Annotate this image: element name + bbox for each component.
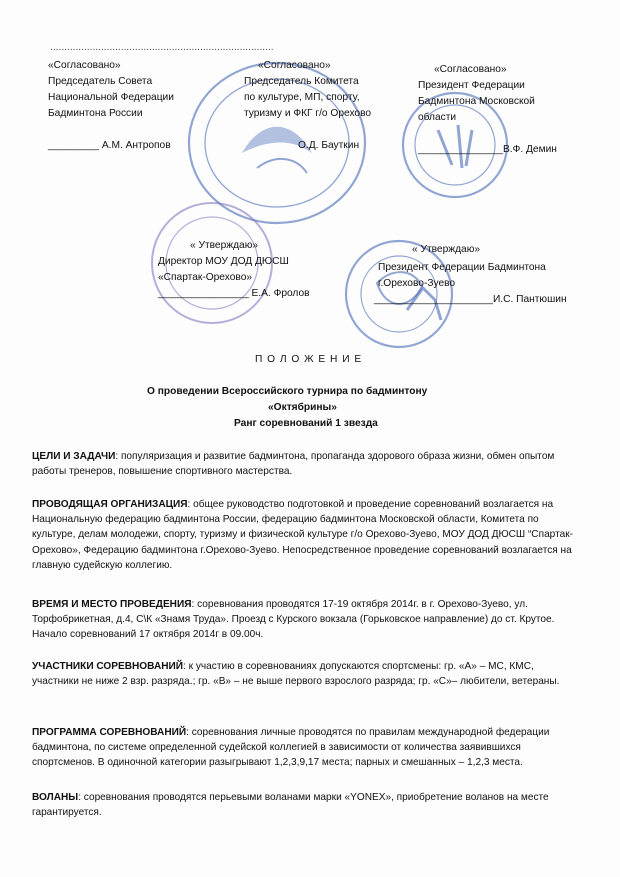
approval-middle-name: О.Д. Бауткин — [298, 140, 360, 151]
section-organizer-text: : общее руководство подготовкой и проведение соревнований возлагается на Национальную федерацию бадминтона России, федерацию бадминтона Московской области, Комитета по культуре, делам молодежи, спорту, туризму и физической культуре г/о Орехово-Зуево, МОУ ДОД ДЮСШ “Спартак-Орехово», Федерацию бадминтона г.Орехово-Зуево. Непосредственное проведение соревнований возлагается на главную судейскую коллегию. — [32, 499, 573, 571]
section-shuttlecocks-text: : соревнования проводятся перьевыми воланами марки «YONEX», приобретение воланов на месте гарантируется. — [32, 792, 549, 819]
approval-left-line-3: Бадминтона России — [48, 108, 143, 119]
approval-left-header: «Согласовано» — [48, 60, 121, 71]
section-organizer-heading: ПРОВОДЯЩАЯ ОРГАНИЗАЦИЯ — [32, 499, 188, 510]
section-time-place — [32, 597, 580, 643]
approval-right-name: В.Ф. Демин — [503, 144, 557, 155]
endorse-right-name: И.С. Пантюшин — [492, 294, 567, 305]
section-shuttlecocks — [32, 790, 580, 820]
endorse-left-line-2: «Спартак-Орехово» — [158, 272, 253, 283]
section-shuttlecocks-heading: ВОЛАНЫ — [32, 792, 79, 803]
endorse-right-header: « Утверждаю» — [412, 244, 480, 255]
approval-middle-header: «Согласовано» — [258, 60, 331, 71]
section-program-text: : соревнования личные проводятся по правилам международной федерации бадминтона, по системе определенной судейской коллегией в зависимости от количества заявившихся спортсменов. В одиночной категории разыгрывают 1,2,3,9,17 места; парных и смешанных – 1,2,3 места. — [32, 727, 550, 769]
endorse-left-sign-line: ________________ — [158, 288, 249, 299]
section-goals — [32, 449, 580, 479]
approval-left-sign-line: _________ — [48, 140, 99, 151]
section-time-place-heading: ВРЕМЯ И МЕСТО ПРОВЕДЕНИЯ — [32, 599, 192, 610]
approval-middle-line-1: Председатель Комитета — [244, 76, 359, 87]
section-program — [32, 725, 580, 771]
endorse-right-signature — [374, 292, 567, 307]
endorse-left-signature — [158, 286, 310, 301]
endorse-left-header: « Утверждаю» — [190, 240, 258, 251]
document-subtitle-1: О проведении Всероссийского турнира по бадминтону — [147, 386, 428, 397]
endorse-right-sign-line: _____________________ — [374, 294, 493, 305]
document-subtitle-3: Ранг соревнований 1 звезда — [234, 418, 378, 429]
approval-right-line-3: области — [418, 112, 457, 123]
endorse-left-line-1: Директор МОУ ДОД ДЮСШ — [158, 256, 289, 267]
top-dotted-line: ............................................................................... — [50, 42, 274, 53]
approval-left-line-2: Национальной Федерации — [48, 92, 174, 103]
approval-right-signature — [418, 142, 557, 157]
approval-right-sign-line: _______________ — [418, 144, 503, 155]
document-subtitle-2: «Октябрины» — [268, 402, 337, 413]
approval-right-header: «Согласовано» — [434, 64, 507, 75]
approval-left-signature — [48, 138, 171, 153]
approval-right-line-1: Президент Федерации — [418, 80, 525, 91]
approval-middle-line-2: по культуре, МП, спорту, — [244, 92, 360, 103]
endorse-left-name: Е.А. Фролов — [248, 288, 310, 299]
endorse-right-line-2: г.Орехово-Зуево — [378, 278, 456, 289]
section-participants-heading: УЧАСТНИКИ СОРЕВНОВАНИЙ — [32, 661, 184, 672]
approval-left-line-1: Председатель Совета — [48, 76, 153, 87]
approval-right-line-2: Бадминтона Московской — [418, 96, 535, 107]
section-goals-heading: ЦЕЛИ И ЗАДАЧИ — [32, 451, 116, 462]
approval-middle-line-3: туризму и ФКГ г/о Орехово — [244, 108, 372, 119]
endorse-right-line-1: Президент Федерации Бадминтона — [378, 262, 546, 273]
section-organizer — [32, 497, 580, 573]
section-program-heading: ПРОГРАММА СОРЕВНОВАНИЙ — [32, 727, 187, 738]
document-title: П О Л О Ж Е Н И Е — [255, 354, 363, 365]
section-goals-text: : популяризация и развитие бадминтона, пропаганда здорового образа жизни, обмен опытом работы тренеров, повышение спортивного мастерства. — [32, 451, 555, 478]
section-participants — [32, 659, 580, 689]
section-participants-text: : к участию в соревнованиях допускаются спортсмены: гр. «А» – МС, КМС, участники не ниже 2 взр. разряда.; гр. «В» – не выше первого взрослого разряда; гр. «С»– любители, ветераны. — [32, 661, 560, 688]
approval-left-name: А.М. Антропов — [99, 140, 171, 151]
section-time-place-text: : соревнования проводятся 17-19 октября 2014г. в г. Орехово-Зуево, ул. Торфобрикетная, д.4, С\К «Знамя Труда». Проезд с Курского вокзала (Горьковское направление) до ст. Крутое. Начало соревнований 17 октября 2014г в 09.00ч. — [32, 599, 555, 641]
